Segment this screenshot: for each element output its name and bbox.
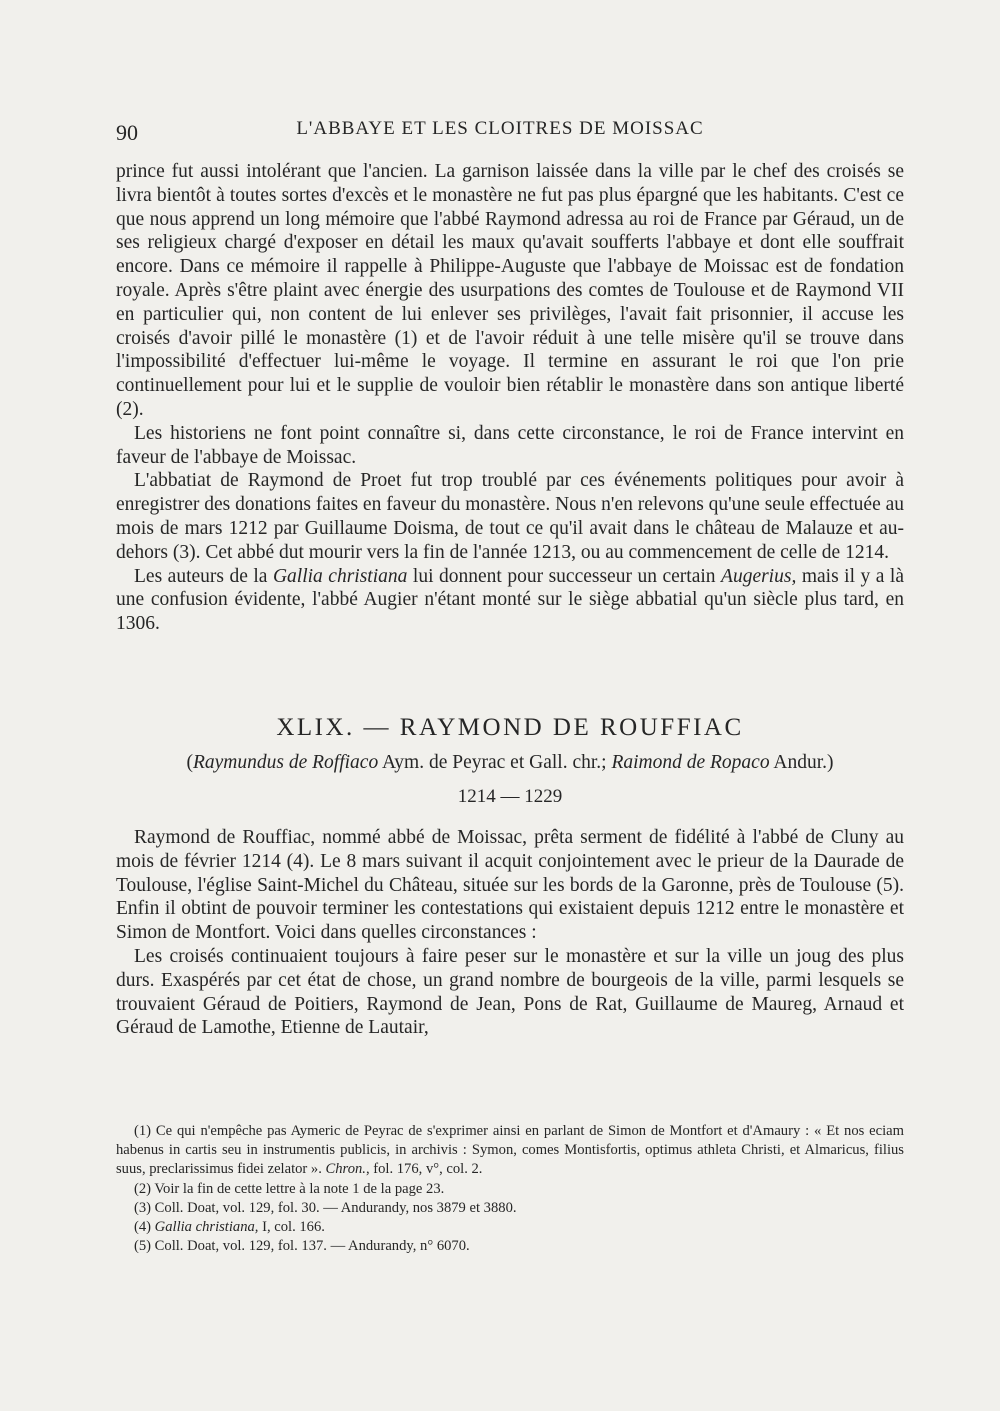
p4-augerius: Augerius,	[721, 565, 797, 587]
body-text-top	[116, 160, 904, 636]
fn1-chron: Chron.	[325, 1161, 366, 1178]
section-subtitle	[116, 752, 904, 774]
subtitle-open: (	[186, 752, 193, 773]
fn4-num: (4)	[134, 1219, 155, 1236]
section-heading: XLIX. — RAYMOND DE ROUFFIAC	[276, 714, 744, 741]
body-text-bottom	[116, 826, 904, 1040]
footnotes	[116, 1122, 904, 1256]
footnote-4	[116, 1218, 904, 1237]
fn1-text: (1) Ce qui n'empêche pas Aymeric de Peyrac de s'exprimer ainsi en parlant de Simon de Montfort et d'Amaury : « Et nos eciam habenus in cartis seu in instrumentis publicis, in archivis : Symon, comes Montisfortis, optimus athleta Christi, et Almaricus, filius suus, preclarissimus fidei zelator ».	[116, 1123, 904, 1178]
fn4-gallia: Gallia christiana,	[154, 1219, 259, 1236]
p4-after: mais il y a là une confusion évidente, l'abbé Augier n'étant monté sur le siège abbatial qu'un siècle plus tard, en 1306.	[116, 565, 904, 635]
paragraph-2: Les historiens ne font point connaître si, dans cette circonstance, le roi de France intervint en faveur de l'abbaye de Moissac.	[116, 422, 904, 468]
section-dates: 1214 — 1229	[457, 786, 563, 807]
footnote-1	[116, 1122, 904, 1180]
paragraph-1: prince fut aussi intolérant que l'ancien. La garnison laissée dans la ville par le chef des croisés se livra bientôt à toutes sortes d'excès et le monastère ne fut pas plus épargné que les habitants. C'est ce que nous apprend un long mémoire que l'abbé Raymond adressa au roi de France par Géraud, un de ses religieux chargé d'exposer en détail les maux qu'avait soufferts l'abbaye et dont elle souffrait encore. Dans ce mémoire il rappelle à Philippe-Auguste que l'abbaye de Moissac est de fondation royale. Après s'être plaint avec énergie des usurpations des comtes de Toulouse et de Raymond VII en particulier qui, non content de lui enlever ses privilèges, l'avait fait prisonnier, il accuse les croisés d'avoir pillé le monastère (1) et de l'avoir réduit à une telle misère qu'il se trouve dans l'impossibilité d'effectuer lui-même le voyage. Il termine en assurant le roi que l'on prie continuellement pour lui et le supplie de vouloir bien rétablir le monastère dans son antique liberté (2).	[116, 161, 904, 420]
fn4-tail: I, col. 166.	[258, 1219, 325, 1236]
p4-middle: lui donnent pour successeur un certain	[407, 565, 722, 587]
footnote-3: (3) Coll. Doat, vol. 129, fol. 30. — Andurandy, nos 3879 et 3880.	[134, 1199, 517, 1216]
p4-before: Les auteurs de la	[134, 565, 273, 587]
paragraph-3: L'abbatiat de Raymond de Proet fut trop troublé par ces événements politiques pour avoir à enregistrer des donations faites en faveur du monastère. Nous n'en relevons qu'une seule effectuée au mois de mars 1212 par Guillaume Doisma, de tout ce qu'il avait dans le château de Malauze et au-dehors (3). Cet abbé dut mourir vers la fin de l'année 1213, ou au commencement de celle de 1214.	[116, 470, 904, 563]
p4-gallia-christiana: Gallia christiana	[272, 565, 408, 587]
footnote-2: (2) Voir la fin de cette lettre à la note 1 de la page 23.	[134, 1180, 445, 1197]
paragraph-5: Raymond de Rouffiac, nommé abbé de Moissac, prêta serment de fidélité à l'abbé de Cluny au mois de février 1214 (4). Le 8 mars suivant il acquit conjointement avec le prieur de la Daurade de Toulouse, l'église Saint-Michel du Château, située sur les bords de la Garonne, près de Toulouse (5). Enfin il obtint de pouvoir terminer les contestations qui existaient depuis 1212 entre le monastère et Simon de Montfort. Voici dans quelles circonstances :	[116, 827, 904, 944]
footnote-5: (5) Coll. Doat, vol. 129, fol. 137. — Andurandy, n° 6070.	[134, 1238, 470, 1255]
running-title: L'ABBAYE ET LES CLOITRES DE MOISSAC	[296, 118, 704, 139]
subtitle-middle: Aym. de Peyrac et Gall. chr.;	[378, 752, 612, 773]
subtitle-alt-name: Raimond de Ropaco	[611, 752, 770, 773]
fn1-tail: , fol. 176, v°, col. 2.	[365, 1161, 483, 1178]
page-number: 90	[116, 120, 138, 145]
paragraph-6: Les croisés continuaient toujours à faire peser sur le monastère et sur la ville un joug des plus durs. Exaspérés par cet état de chose, un grand nombre de bourgeois de la ville, parmi lesquels se trouvaient Géraud de Poitiers, Raymond de Jean, Pons de Rat, Guillaume de Maureg, Arnaud et Géraud de Lamothe, Etienne de Lautair,	[116, 945, 904, 1039]
subtitle-close: Andur.)	[769, 752, 834, 773]
paragraph-4	[116, 565, 904, 636]
running-head	[116, 118, 884, 144]
subtitle-latin-name: Raymundus de Roffiaco	[192, 752, 379, 773]
